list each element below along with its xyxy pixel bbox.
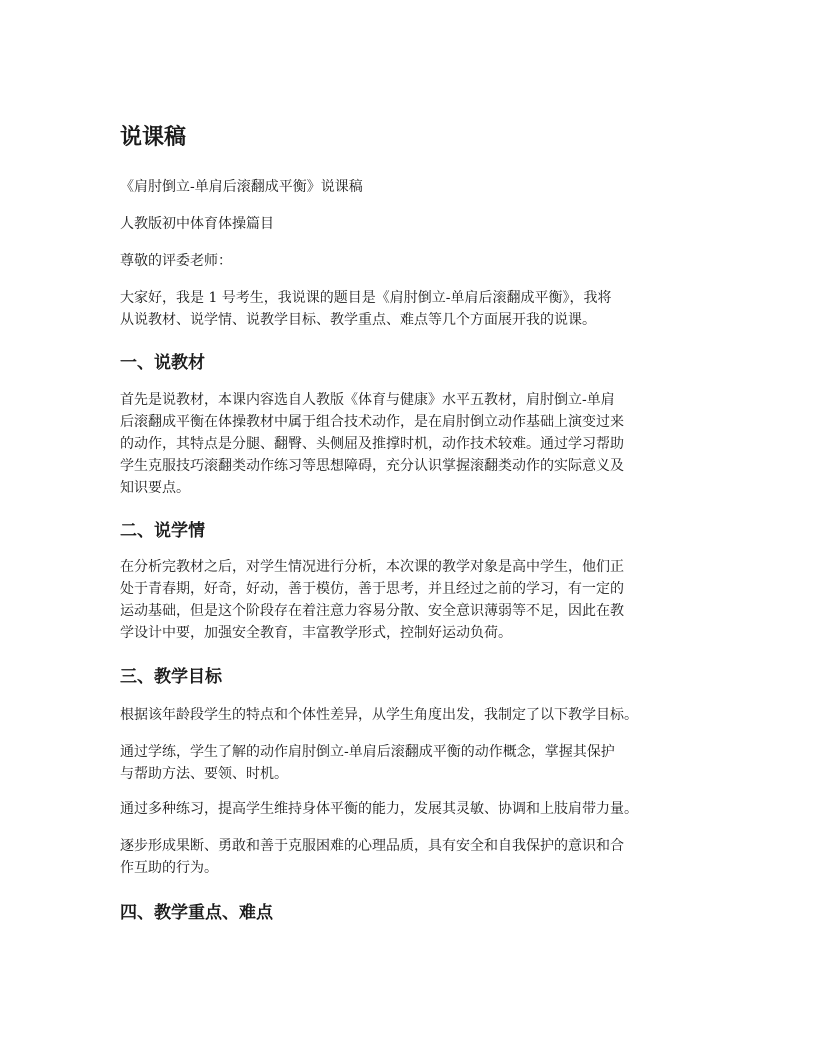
text-line: 作互助的行为。 <box>120 860 218 876</box>
text-line: 通过多种练习，提高学生维持身体平衡的能力，发展其灵敏、协调和上肢肩带力量。 <box>120 801 638 817</box>
text-line: 的动作，其特点是分腿、翻臀、头侧屈及推撑时机，动作技术较难。通过学习帮助 <box>120 436 624 452</box>
text-line: 学设计中要，加强安全教育，丰富教学形式，控制好运动负荷。 <box>120 625 512 641</box>
text-line: 通过学练，学生了解的动作肩肘倒立-单肩后滚翻成平衡的动作概念，掌握其保护 <box>120 744 615 760</box>
objective-skill-paragraph <box>120 798 715 820</box>
learners-paragraph <box>120 556 715 644</box>
text-line: 运动基础，但是这个阶段存在着注意力容易分散、安全意识薄弱等不足，因此在教 <box>120 603 624 619</box>
text-line: 处于青春期，好奇，好动，善于模仿，善于思考，并且经过之前的学习，有一定的 <box>120 581 624 597</box>
text-line: 从说教材、说学情、说教学目标、教学重点、难点等几个方面展开我的说课。 <box>120 312 596 328</box>
text-line: 后滚翻成平衡在体操教材中属于组合技术动作，是在肩肘倒立动作基础上演变过来 <box>120 414 624 430</box>
section-heading-learners: 二、说学情 <box>120 521 205 541</box>
objective-emotion-paragraph <box>120 835 715 879</box>
text-line: 根据该年龄段学生的特点和个体性差异，从学生角度出发，我制定了以下教学目标。 <box>120 707 638 723</box>
objective-knowledge-paragraph <box>120 741 715 785</box>
text-line: 知识要点。 <box>120 480 190 496</box>
greeting-paragraph: 尊敬的评委老师： <box>120 253 232 269</box>
page-title: 说课稿 <box>120 124 187 150</box>
section-heading-key-points: 四、教学重点、难点 <box>120 903 273 923</box>
text-line: 首先是说教材，本课内容选自人教版《体育与健康》水平五教材，肩肘倒立-单肩 <box>120 392 615 408</box>
section-heading-textbook: 一、说教材 <box>120 353 205 373</box>
source-paragraph: 人教版初中体育体操篇目 <box>120 216 274 232</box>
text-line: 大家好，我是 1 号考生，我说课的题目是《肩肘倒立-单肩后滚翻成平衡》，我将 <box>120 290 612 306</box>
text-line: 逐步形成果断、勇敢和善于克服困难的心理品质，具有安全和自我保护的意识和合 <box>120 838 624 854</box>
text-line: 学生克服技巧滚翻类动作练习等思想障碍，充分认识掌握滚翻类动作的实际意义及 <box>120 458 624 474</box>
intro-paragraph <box>120 287 715 331</box>
text-line: 在分析完教材之后，对学生情况进行分析，本次课的教学对象是高中学生，他们正 <box>120 559 624 575</box>
text-line: 与帮助方法、要领、时机。 <box>120 766 288 782</box>
subtitle-paragraph: 《肩肘倒立-单肩后滚翻成平衡》说课稿 <box>120 179 363 195</box>
objectives-intro-paragraph <box>120 704 715 726</box>
section-heading-objectives: 三、教学目标 <box>120 667 222 687</box>
textbook-paragraph <box>120 389 715 499</box>
